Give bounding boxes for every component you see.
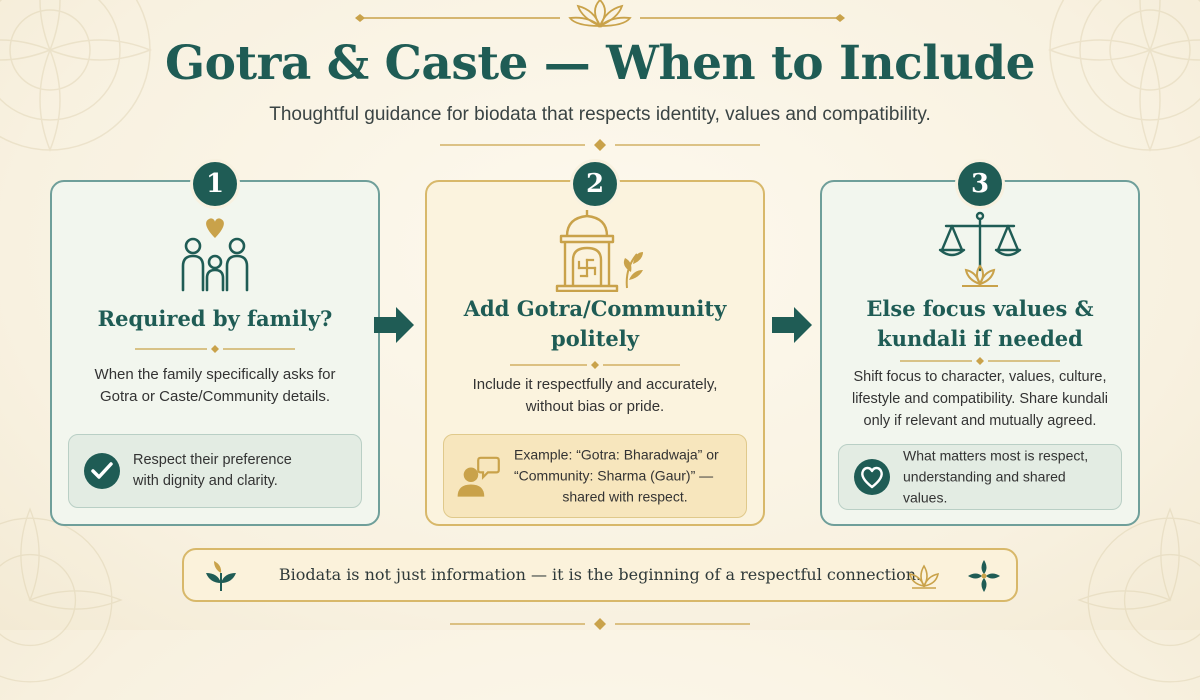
step-note bbox=[838, 444, 1122, 510]
step-title: Required by family? bbox=[97, 306, 333, 331]
step-card-2 bbox=[425, 169, 765, 526]
step-card-1 bbox=[50, 169, 380, 526]
step-title: Else focus values & kundali if needed bbox=[866, 296, 1094, 351]
step-number-badge: 2 bbox=[573, 162, 617, 206]
lotus-icon bbox=[906, 562, 942, 590]
note-text: Respect their preference with dignity and clarity. bbox=[133, 452, 292, 489]
family-heart-icon bbox=[175, 216, 255, 296]
note-text: What matters most is respect, understanding and shared values. bbox=[903, 447, 1089, 506]
footer-banner bbox=[182, 548, 1018, 602]
step-note bbox=[443, 434, 747, 518]
mandala-decoration-bottom-left bbox=[0, 500, 130, 700]
title-divider bbox=[510, 360, 680, 370]
step-description: Shift focus to character, values, culture, lifestyle and compatibility. Share kundali only if relevant and mutually agreed. bbox=[851, 369, 1109, 429]
balance-scale-lotus-icon bbox=[936, 210, 1024, 290]
page-title: Gotra & Caste — When to Include bbox=[164, 36, 1036, 91]
person-speech-bubble-icon bbox=[454, 453, 500, 499]
header-divider bbox=[440, 138, 760, 152]
mandala-decoration-bottom-right bbox=[1070, 500, 1200, 700]
step-note bbox=[68, 434, 362, 508]
step-title: Add Gotra/Community politely bbox=[463, 296, 727, 351]
footer-text: Biodata is not just information — it is the beginning of a respectful connection. bbox=[278, 565, 922, 584]
page-subtitle: Thoughtful guidance for biodata that respects identity, values and compatibility. bbox=[269, 104, 931, 125]
step-card-3 bbox=[820, 169, 1140, 526]
step-description: Include it respectfully and accurately, without bias or pride. bbox=[472, 376, 718, 415]
step-number-badge: 1 bbox=[193, 162, 237, 206]
lotus-ornament-top bbox=[0, 0, 1200, 40]
note-text: Example: “Gotra: Bharadwaja” or “Community: Sharma (Gaur)” — shared with respect. bbox=[514, 446, 719, 505]
temple-swastika-icon bbox=[547, 208, 647, 292]
step-number-badge: 3 bbox=[958, 162, 1002, 206]
title-divider bbox=[135, 344, 295, 354]
arrow-right-icon bbox=[372, 305, 416, 345]
heart-circle-icon bbox=[853, 458, 891, 496]
checkmark-circle-icon bbox=[83, 452, 121, 490]
flower-diamond-icon bbox=[966, 558, 1002, 594]
bottom-divider bbox=[0, 612, 1200, 630]
title-divider bbox=[900, 356, 1060, 366]
step-description: When the family specifically asks for Gotra or Caste/Community details. bbox=[94, 366, 336, 405]
arrow-right-icon bbox=[770, 305, 814, 345]
